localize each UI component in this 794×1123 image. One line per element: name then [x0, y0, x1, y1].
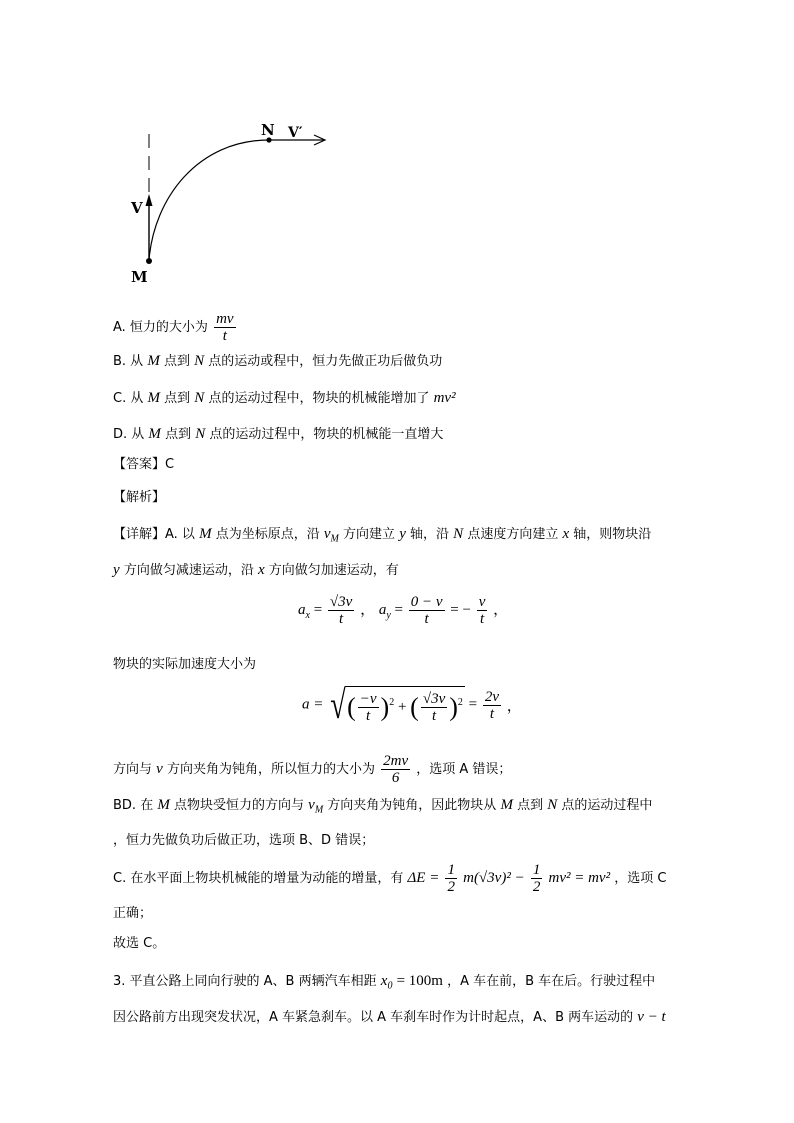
option-d: D. 从 M 点到 N 点的运动过程中，物块的机械能一直增大 [113, 426, 444, 442]
option-a [113, 311, 238, 344]
question-3-line-2: 因公路前方出现突发状况，A 车紧急刹车。以 A 车刹车时作为计时起点，A、B 两车运动的 v − t [113, 1009, 666, 1025]
detail-line-7: C. 在水平面上物块机械能的增量为动能的增量，有 ΔE = $\frac{1}{2}$ m(√3v)² − $\frac{1}{2}$ mv² = mv² ，选项 C [113, 862, 667, 895]
trajectory-curve [149, 140, 269, 260]
answer-line: 【答案】C [113, 457, 175, 472]
sqrt-radicand: ( $\frac{-v}{t}$ )$^2$ + ( $\frac{√3v}{t}$ )$^2$ [345, 686, 465, 724]
point-m [146, 258, 152, 264]
label-m: M [131, 268, 148, 286]
equation-total-acceleration: a = √( $\frac{-v}{t}$ )$^2$ + ( $\frac{√3v}{t}$ )$^2$ = $\frac{2v}{t}$ ， [302, 682, 522, 727]
velocity-arrowhead-v [146, 194, 153, 206]
option-a-fraction: $\frac{mv}{t}$ [216, 311, 234, 344]
detail-line-4: 方向与 v 方向夹角为钝角，所以恒力的大小为 $\frac{2mv}{6}$ ，选项 A 错误； [113, 753, 512, 786]
detail-line-1: 【详解】A. 以 M 点为坐标原点，沿 $v_M$ 方向建立 y 轴，沿 N 点速度方向建立 x 轴，则物块沿 [113, 526, 652, 545]
equation-acceleration-components: $a_x$ = $\frac{√3v}{t}$ ， $a_y$ = $\frac{0 - v}{t}$ = − $\frac{v}{t}$ ， [298, 594, 509, 627]
detail-line-2: y 方向做匀减速运动，沿 x 方向做匀加速运动，有 [113, 562, 399, 578]
label-vprime: V′ [288, 125, 303, 141]
option-c: C. 从 M 点到 N 点的运动过程中，物块的机械能增加了 mv² [113, 390, 456, 406]
question-3-line-1: 3. 平直公路上同向行驶的 A、B 两辆汽车相距 $x_0 = 100m$ ，A 车在前，B 车在后。行驶过程中 [113, 973, 656, 992]
analysis-heading: 【解析】 [113, 490, 166, 505]
label-n: N [261, 121, 275, 139]
detail-line-8: 正确； [113, 906, 153, 921]
option-a-text: A. 恒力的大小为 [113, 320, 208, 335]
detail-line-5: BD. 在 M 点物块受恒力的方向与 $v_M$ 方向夹角为钝角，因此物块从 M 点到 N 点的运动过程中 [113, 797, 653, 816]
label-v: V [131, 199, 143, 217]
detail-line-9: 故选 C。 [113, 936, 166, 951]
motion-diagram [128, 118, 338, 288]
detail-line-6: ，恒力先做负功后做正功，选项 B、D 错误； [113, 833, 375, 848]
option-b: B. 从 M 点到 N 点的运动或程中，恒力先做正功后做负功 [113, 353, 443, 369]
detail-line-3: 物块的实际加速度大小为 [113, 657, 257, 672]
